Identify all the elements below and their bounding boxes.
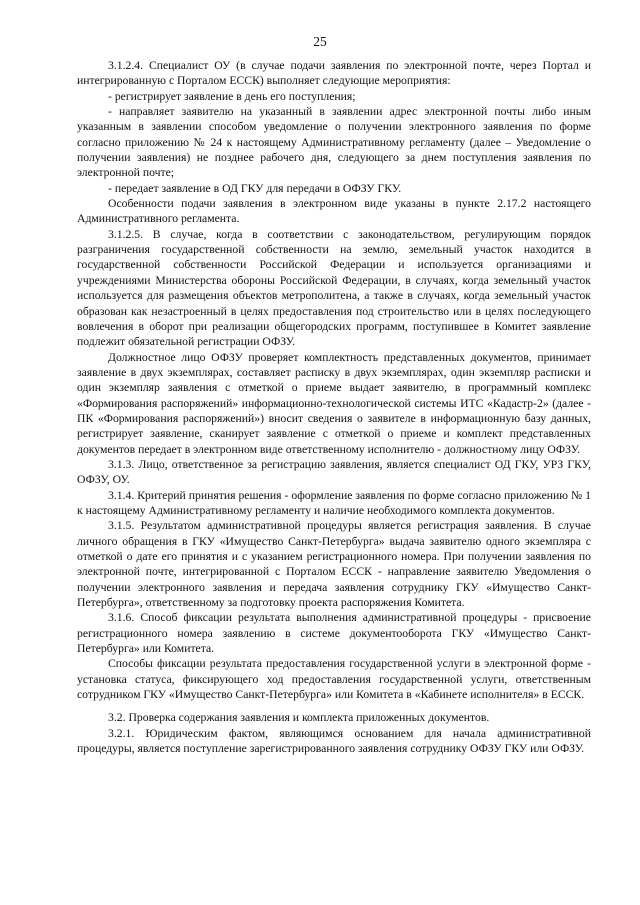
section-heading-3-2: 3.2. Проверка содержания заявления и комплекта приложенных документов.	[108, 711, 490, 725]
paragraph-3-2-1: 3.2.1. Юридическим фактом, являющимся основанием для начала административной процедуры, является поступление зарегистрированного заявления сотруднику ОФЗУ ГКУ или ОФЗУ.	[77, 726, 591, 756]
page-number: 25	[313, 34, 327, 49]
paragraph-fixation-methods: Способы фиксации результата предоставления государственной услуги в электронной форме - установка статуса, фиксирующего ход предоставления государственной услуги, ответственным сотрудником ГКУ «Имущество Санкт-Петербурга» или Комитета в «Кабинете исполнителя» в ЕССК.	[77, 657, 591, 702]
list-item-send-notification: - направляет заявителю на указанный в заявлении адрес электронной почты либо иным указанным в заявлении способом уведомление о получении электронного заявления по форме согласно приложению № 24 к настоящему Административному регламенту (далее – Уведомление о получении заявления) не позднее рабочего дня, следующего за днем поступления заявления по электронной почте;	[77, 105, 591, 180]
paragraph-3-1-5: 3.1.5. Результатом административной процедуры является регистрация заявления. В случае личного обращения в ГКУ «Имущество Санкт-Петербурга» выдача заявителю одного экземпляра с отметкой о дате его принятия и с указанием регистрационного номера. При получении заявления по электронной почте, интегрированной с Порталом ЕССК - направление заявителю Уведомления о получении электронного заявления и передача заявления сотруднику ГКУ «Имущество Санкт-Петербурга», ответственному за подготовку проекта распоряжения Комитета.	[77, 519, 591, 610]
paragraph-official-checks: Должностное лицо ОФЗУ проверяет комплектность представленных документов, принимает заявление в двух экземплярах, составляет расписку в двух экземплярах, один экземпляр расписки и один экземпляр заявления с отметкой о приеме выдает заявителю, в программный комплекс «Формирования распоряжений» информационно-технологической системы ИТС «Кадастр-2» (далее - ПК «Формирования распоряжений») вносит сведения о заявителе в информационную базу данных, регистрирует заявление, сканирует заявление с отметкой о приеме и комплект представленных документов передает в электронном виде ответственному исполнителю - должностному лицу ОФЗУ.	[77, 350, 591, 456]
document-body	[77, 58, 591, 756]
list-item-register: - регистрирует заявление в день его поступления;	[108, 89, 356, 103]
paragraph-3-1-4: 3.1.4. Критерий принятия решения - оформление заявления по форме согласно приложению № 1 к настоящему Административному регламенту и наличие необходимого комплекта документов.	[77, 488, 591, 517]
paragraph-electronic-features: Особенности подачи заявления в электронном виде указаны в пункте 2.17.2 настоящего Административного регламента.	[77, 197, 591, 226]
paragraph-3-1-3: 3.1.3. Лицо, ответственное за регистрацию заявления, является специалист ОД ГКУ, УРЗ ГКУ, ОФЗУ, ОУ.	[77, 457, 591, 487]
paragraph-3-1-2-4: 3.1.2.4. Специалист ОУ (в случае подачи заявления по электронной почте, через Портал и интегрированную с Порталом ЕССК) выполняет следующие мероприятия:	[77, 59, 591, 88]
paragraph-3-1-6: 3.1.6. Способ фиксации результата выполнения административной процедуры - присвоение регистрационного номера заявлению в системе документооборота ГКУ «Имущество Санкт-Петербурга» или Комитета.	[77, 611, 591, 656]
paragraph-3-1-2-5: 3.1.2.5. В случае, когда в соответствии с законодательством, регулирующим порядок разграничения государственной собственности на землю, земельный участок находится в государственной собственности Российской Федерации и используется организациями и учреждениями Министерства обороны Российской Федерации, в случаях, когда земельный участок используется для размещения объектов метрополитена, а также в случаях, когда земельный участок образован как незастроенный в целях предоставления под строительство или в целях последующего вовлечения в оборот при реализации общегородских программ, поступившее в Комитет заявление подлежит обязательной регистрации ОФЗУ.	[77, 227, 591, 349]
list-item-transfer: - передает заявление в ОД ГКУ для передачи в ОФЗУ ГКУ.	[108, 181, 402, 195]
